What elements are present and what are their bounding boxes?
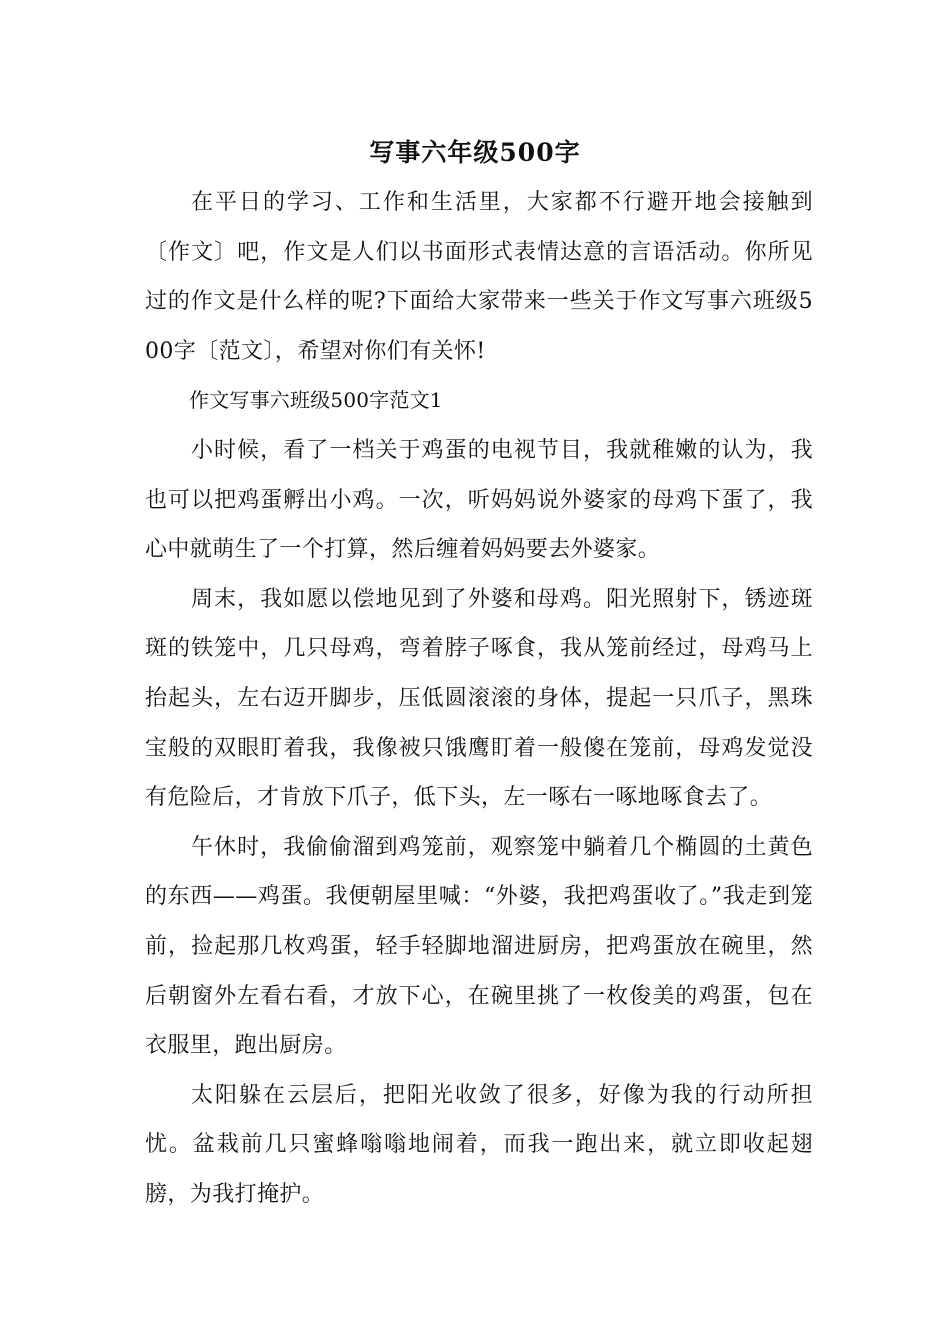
section-heading: 作文写事六班级500字范文1 (189, 388, 443, 413)
document-title: 写事六年级500字 (369, 138, 581, 167)
paragraph-intro: 在平日的学习、工作和生活里，大家都不行避开地会接触到〔作文〕吧，作文是人们以书面形式表情达意的言语活动。你所见过的作文是什么样的呢?下面给大家带来一些关于作文写事六班级500字〔范文〕，希望对你们有关怀! (145, 190, 813, 364)
paragraph: 小时候，看了一档关于鸡蛋的电视节目，我就稚嫩的认为，我也可以把鸡蛋孵出小鸡。一次，听妈妈说外婆家的母鸡下蛋了，我心中就萌生了一个打算，然后缠着妈妈要去外婆家。 (145, 437, 813, 563)
paragraph: 太阳躲在云层后，把阳光收敛了很多，好像为我的行动所担忧。盆栽前几只蜜蜂嗡嗡地闹着，而我一跑出来，就立即收起翅膀，为我打掩护。 (145, 1082, 813, 1207)
paragraph: 周末，我如愿以偿地见到了外婆和母鸡。阳光照射下，锈迹斑斑的铁笼中，几只母鸡，弯着脖子啄食，我从笼前经过，母鸡马上抬起头，左右迈开脚步，压低圆滚滚的身体，提起一只爪子，黑珠宝般的双眼盯着我，我像被只饿鹰盯着一般傻在笼前，母鸡发觉没有危险后，才肯放下爪子，低下头，左一啄右一啄地啄食去了。 (145, 586, 813, 811)
document-body (145, 178, 813, 1219)
paragraph: 午休时，我偷偷溜到鸡笼前，观察笼中躺着几个椭圆的土黄色的东西——鸡蛋。我便朝屋里喊：“外婆，我把鸡蛋收了。”我走到笼前，捡起那几枚鸡蛋，轻手轻脚地溜进厨房，把鸡蛋放在碗里，然后朝窗外左看右看，才放下心，在碗里挑了一枚俊美的鸡蛋，包在衣服里，跑出厨房。 (145, 834, 813, 1059)
